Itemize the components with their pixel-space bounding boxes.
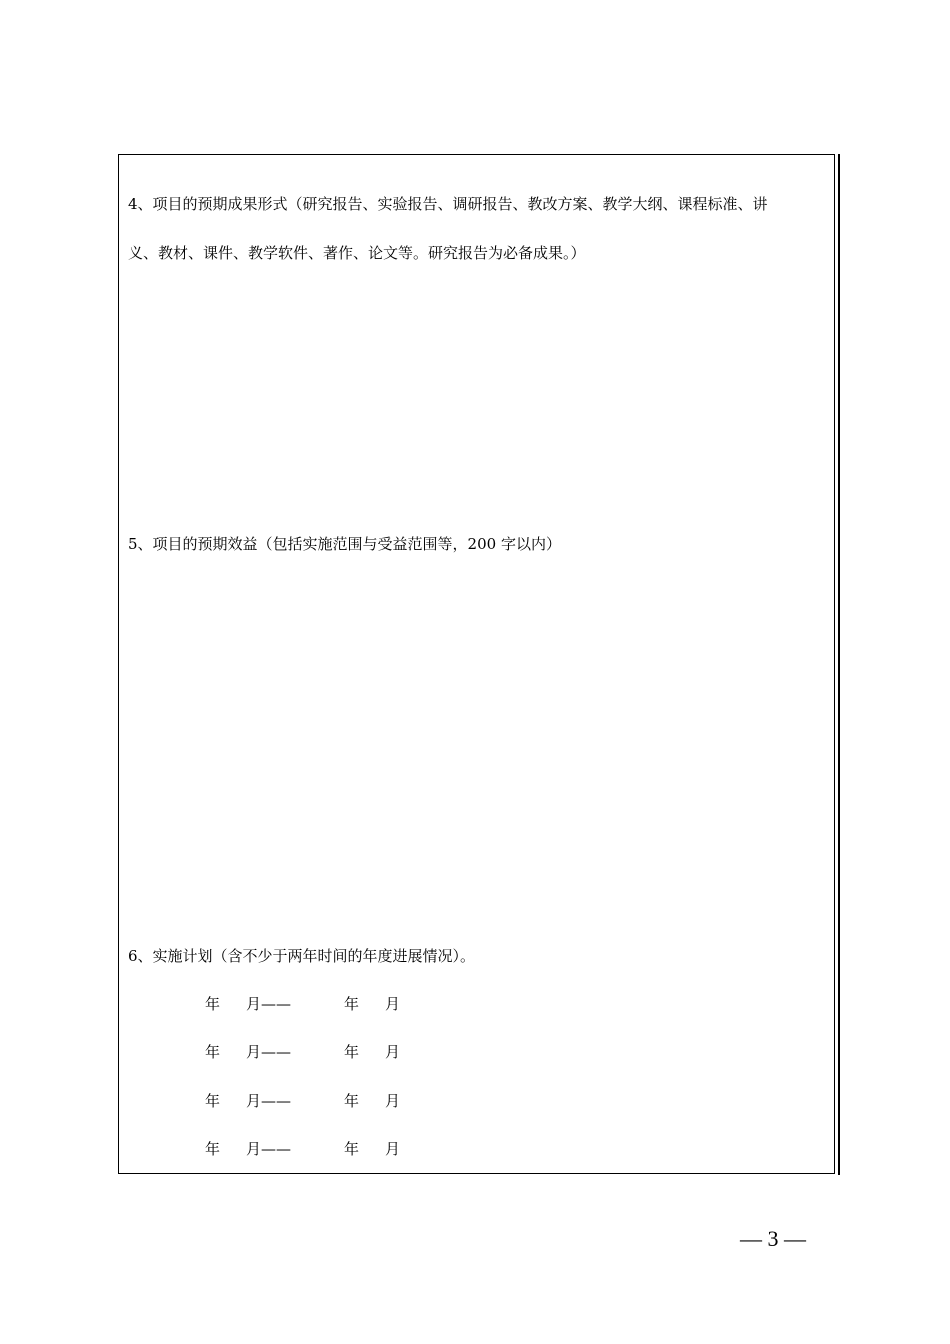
schedule-end-month: 月 [385, 1092, 401, 1110]
schedule-start-year: 年 [205, 995, 221, 1013]
schedule-start-month: 月—— [246, 1092, 292, 1110]
schedule-start-month: 月—— [246, 995, 292, 1013]
section-4-heading-line-2: 义、教材、课件、教学软件、著作、论文等。研究报告为必备成果。） [128, 244, 586, 262]
schedule-end-month: 月 [385, 1043, 401, 1061]
schedule-end-month: 月 [385, 995, 401, 1013]
schedule-start-year: 年 [205, 1043, 221, 1061]
section-4-heading-line-1: 4、项目的预期成果形式（研究报告、实验报告、调研报告、教改方案、教学大纲、课程标准、讲 [128, 195, 768, 213]
section-6-heading: 6、实施计划（含不少于两年时间的年度进展情况）。 [128, 947, 476, 965]
schedule-end-year: 年 [344, 1092, 360, 1110]
form-table-border [118, 154, 835, 1174]
schedule-start-month: 月—— [246, 1043, 292, 1061]
page-number: — 3 — [740, 1226, 806, 1251]
section-5-heading: 5、项目的预期效益（包括实施范围与受益范围等，200 字以内） [128, 535, 561, 553]
schedule-end-year: 年 [344, 995, 360, 1013]
form-table-right-double-border [838, 154, 840, 1175]
schedule-start-year: 年 [205, 1140, 221, 1158]
schedule-start-month: 月—— [246, 1140, 292, 1158]
schedule-start-year: 年 [205, 1092, 221, 1110]
schedule-end-year: 年 [344, 1043, 360, 1061]
schedule-end-month: 月 [385, 1140, 401, 1158]
schedule-end-year: 年 [344, 1140, 360, 1158]
